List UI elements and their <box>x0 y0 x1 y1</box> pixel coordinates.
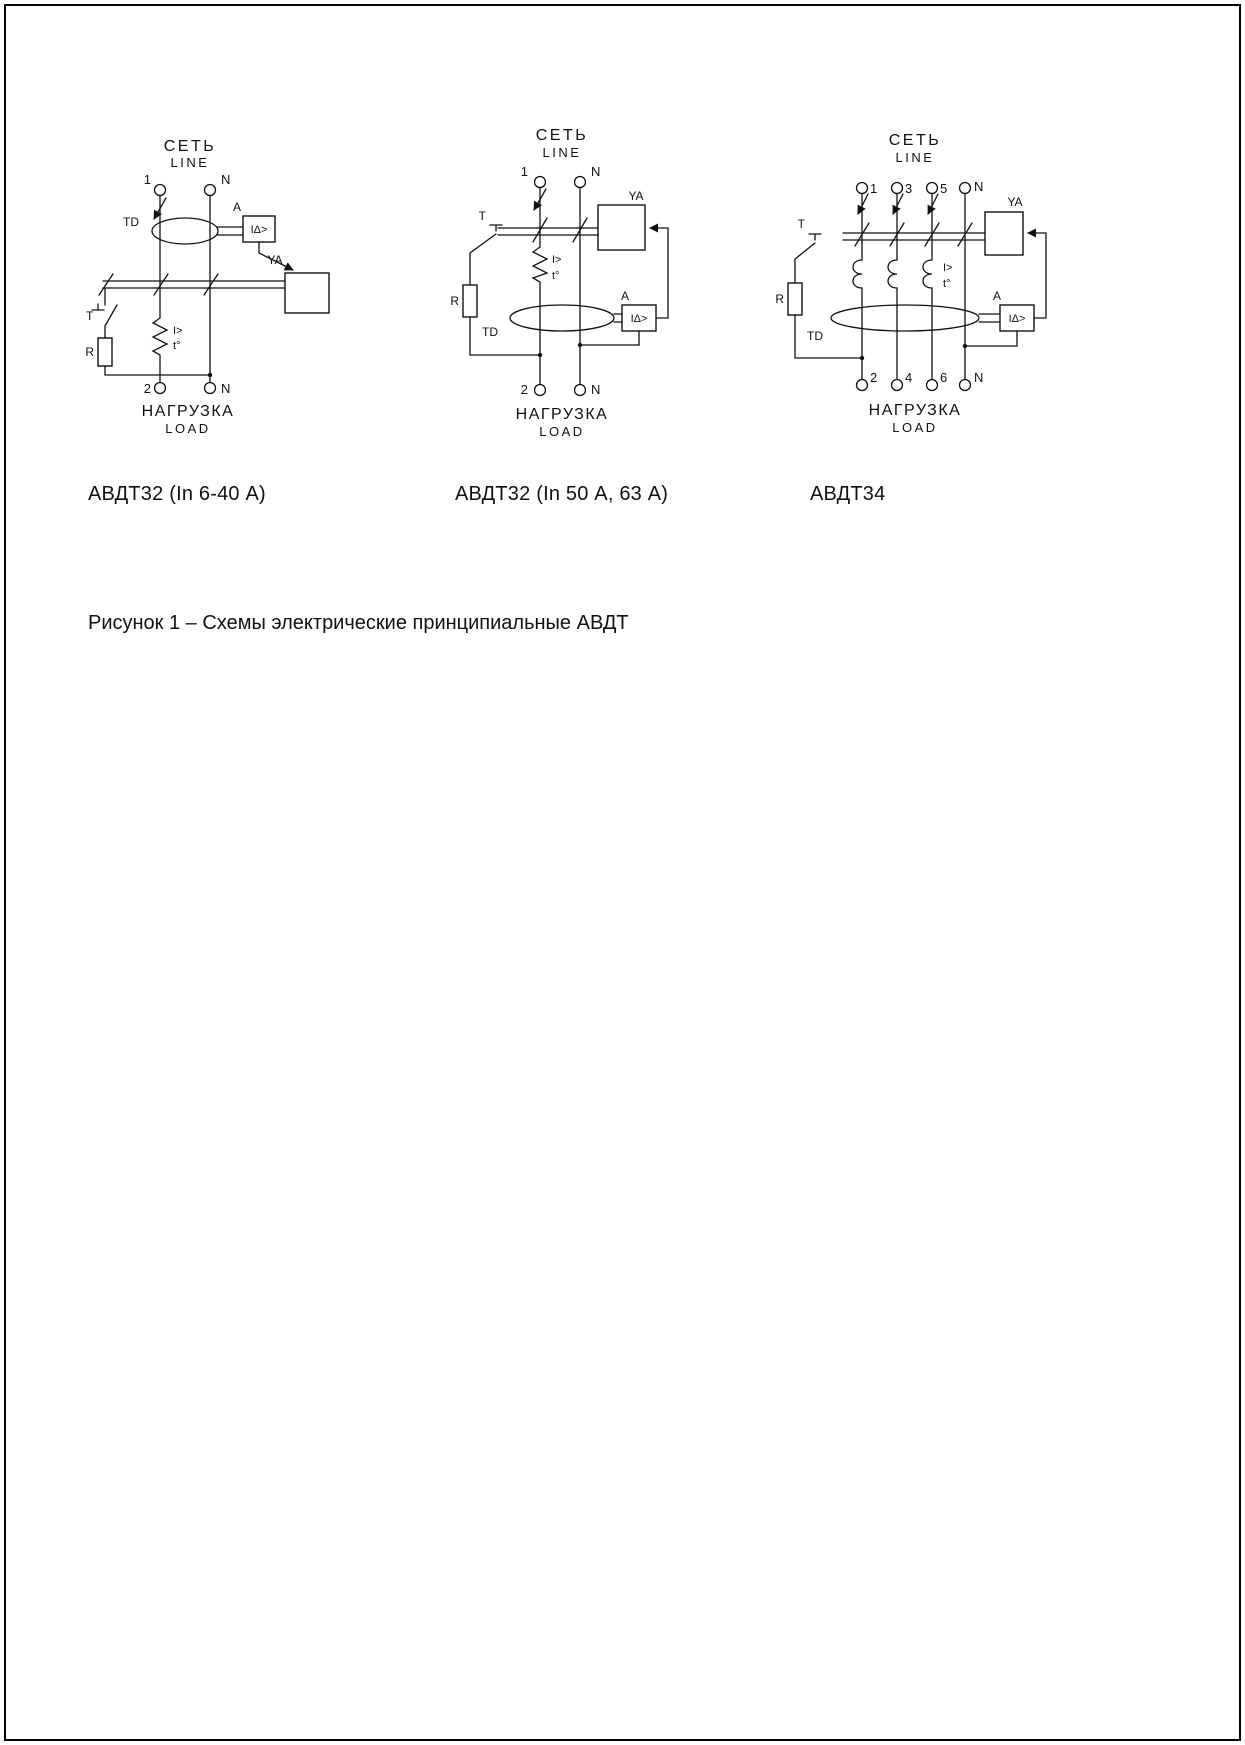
d3-net-label: СЕТЬ <box>888 132 942 149</box>
d1-ya-label: YA <box>267 253 283 267</box>
d3-thermal-3 <box>923 255 932 380</box>
d3-iover-label: I> <box>943 262 953 274</box>
d2-terminal-1-label: 1 <box>520 164 528 179</box>
d3-terminal-4-label: 4 <box>905 370 913 385</box>
d2-t-label: T <box>478 209 486 223</box>
d3-trip-arrow-icon-3 <box>928 194 938 214</box>
d3-load-ru-label: НАГРУЗКА <box>868 402 962 419</box>
d3-thermal-1 <box>853 255 862 380</box>
d2-test-resistor <box>463 285 477 317</box>
d3-terminal-3-label: 3 <box>905 181 913 196</box>
d2-idelta-label: IΔ> <box>630 313 648 325</box>
diagram-avdt32-50-63 <box>450 122 700 442</box>
diagram-avdt32-6-40 <box>85 133 335 443</box>
d2-ya-box <box>598 205 645 250</box>
d1-ya-box <box>285 273 329 313</box>
d1-a-label: A <box>232 200 242 214</box>
d3-terminal-2-label: 2 <box>870 370 878 385</box>
d1-net-label: СЕТЬ <box>163 138 217 155</box>
d2-r-label: R <box>450 294 459 308</box>
d3-idelta-label: IΔ> <box>1008 313 1026 325</box>
d2-load-ru-label: НАГРУЗКА <box>515 406 609 423</box>
d3-tdeg-label: t° <box>943 278 951 290</box>
d1-idelta-label: IΔ> <box>250 224 268 236</box>
diagram-title-2: АВДТ32 (In 50 А, 63 А) <box>455 483 669 505</box>
d3-terminal-5-label: 5 <box>940 181 948 196</box>
d3-ya-box <box>985 212 1023 255</box>
d1-tdeg-label: t° <box>173 340 181 352</box>
d2-differential-transformer <box>510 305 614 331</box>
d3-a-label: A <box>992 289 1002 303</box>
d3-terminal-6-label: 6 <box>940 370 948 385</box>
d1-iover-label: I> <box>173 325 183 337</box>
d2-terminal-n-top-label: N <box>591 164 601 179</box>
d3-line-label: LINE <box>895 150 935 165</box>
diagram-avdt34 <box>775 128 1075 453</box>
d3-load-en-label: LOAD <box>892 420 938 435</box>
d2-labels <box>450 127 647 439</box>
d1-terminal-2-label: 2 <box>143 381 151 396</box>
d1-load-ru-label: НАГРУЗКА <box>141 403 235 420</box>
d3-thermal-2 <box>888 255 897 380</box>
d2-iover-label: I> <box>552 254 562 266</box>
d1-load-en-label: LOAD <box>165 421 211 436</box>
d2-ya-label: YA <box>628 189 644 203</box>
d2-load-en-label: LOAD <box>539 424 585 439</box>
d2-terminal-n-bot-label: N <box>591 382 601 397</box>
d1-junctions <box>208 373 212 377</box>
d3-td-label: TD <box>807 329 823 343</box>
d3-terminal-n-top-label: N <box>974 179 984 194</box>
d1-r-label: R <box>85 345 94 359</box>
d1-line-label: LINE <box>170 155 210 170</box>
d2-td-label: TD <box>482 325 498 339</box>
d1-differential-transformer <box>152 218 218 244</box>
diagram-title-3: АВДТ34 <box>810 483 886 505</box>
figure-caption: Рисунок 1 – Схемы электрические принципиальные АВДТ <box>88 612 629 634</box>
d1-terminal-n-bot-label: N <box>221 381 231 396</box>
d3-junctions <box>860 344 967 360</box>
d3-r-label: R <box>775 292 784 306</box>
d3-test-resistor <box>788 283 802 315</box>
d3-terminal-n-bot-label: N <box>974 370 984 385</box>
d2-wires <box>463 177 668 396</box>
d3-trip-arrow-icon-1 <box>858 194 868 214</box>
d2-junctions <box>538 343 582 357</box>
d1-test-resistor <box>98 338 112 366</box>
d2-a-label: A <box>620 289 630 303</box>
d3-ya-label: YA <box>1007 195 1023 209</box>
d1-t-label: T <box>86 309 94 323</box>
d3-terminal-1-label: 1 <box>870 181 878 196</box>
diagram-title-1: АВДТ32 (In 6-40 А) <box>88 483 266 505</box>
d1-td-label: TD <box>123 215 139 229</box>
d3-t-label: T <box>797 217 805 231</box>
d3-differential-transformer <box>831 305 979 331</box>
d2-line-label: LINE <box>542 145 582 160</box>
d1-terminal-1-label: 1 <box>143 172 151 187</box>
d3-trip-arrow-icon-2 <box>893 194 903 214</box>
d1-terminal-n-top-label: N <box>221 172 231 187</box>
d1-labels <box>85 138 282 436</box>
d2-terminal-2-label: 2 <box>520 382 528 397</box>
d3-wires <box>788 183 1046 391</box>
d2-net-label: СЕТЬ <box>535 127 589 144</box>
d2-tdeg-label: t° <box>552 270 560 282</box>
